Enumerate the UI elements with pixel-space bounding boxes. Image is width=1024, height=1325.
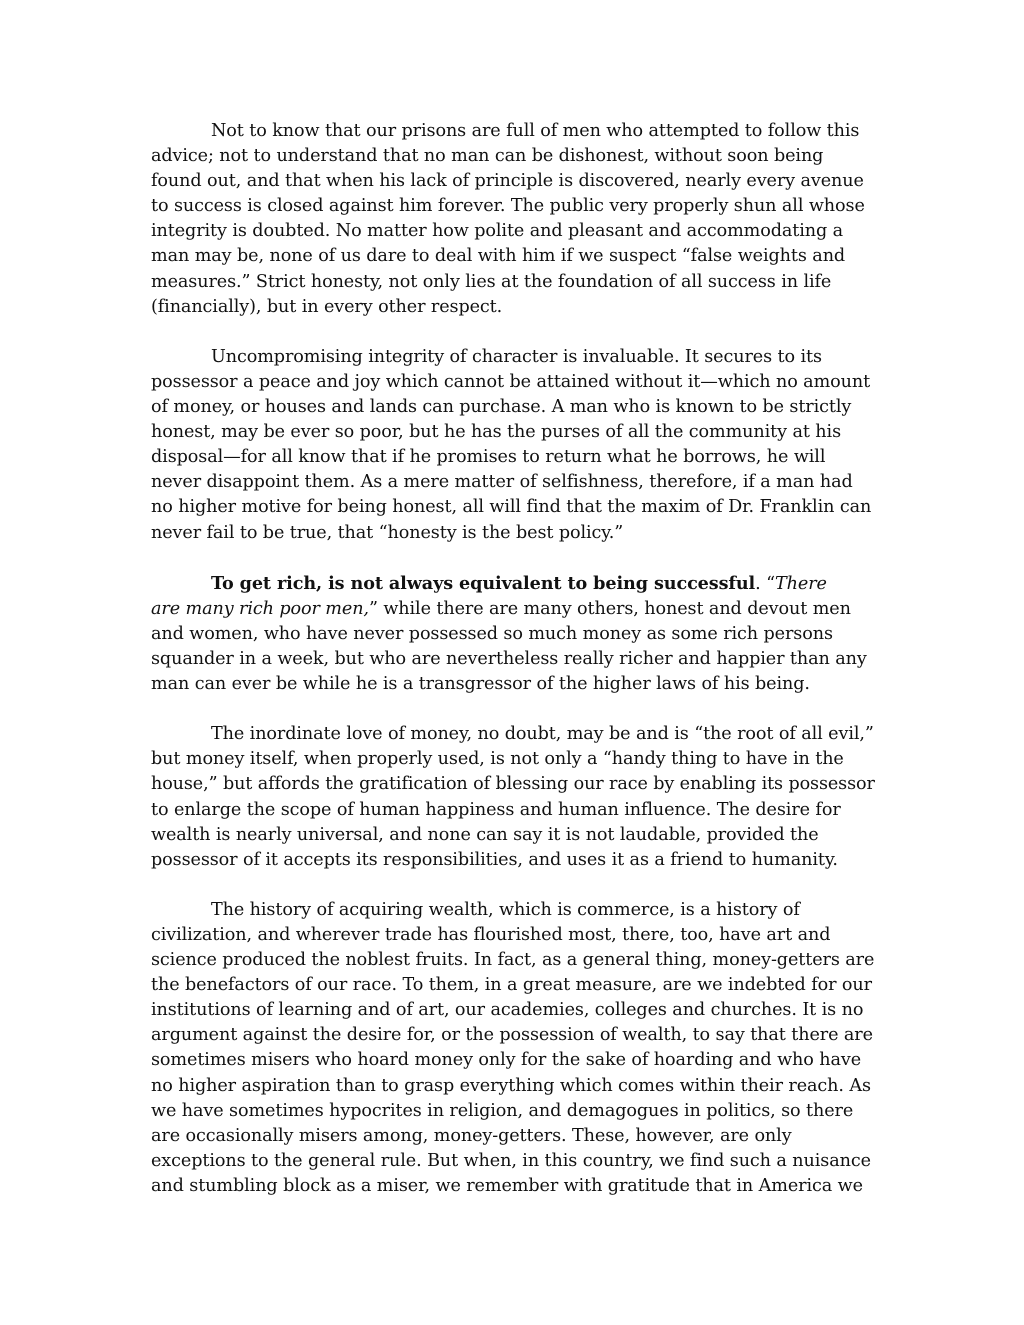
text-line: man can ever be while he is a transgressor of the higher laws of his being. [151,674,810,695]
text-line [151,571,875,597]
text-line: possessor a peace and joy which cannot be attained without it—which no amount [151,371,871,392]
text-line: sometimes misers who hoard money only for the sake of hoarding and who have [151,1050,862,1071]
text-line: to success is closed against him forever. The public very properly shun all whose [151,196,865,217]
text-line: no higher motive for being honest, all will find that the maxim of Dr. Franklin can [151,497,872,518]
text-line: but money itself, when properly used, is not only a “handy thing to have in the [151,749,844,770]
bold-heading-text: To get rich, is not always equivalent to being successful [211,572,756,594]
text-line: and women, who have never possessed so much money as some rich persons [151,623,833,644]
paragraph-history-of-wealth [151,898,875,1199]
text-line: never disappoint them. As a mere matter of selfishness, therefore, if a man had [151,472,853,493]
text-line: integrity is doubted. No matter how polite and pleasant and accommodating a [151,221,844,242]
text-line: institutions of learning and of art, our academies, colleges and churches. It is no [151,1000,864,1021]
italic-quote-text: There [775,573,827,594]
paragraph-love-of-money [151,722,875,873]
text-line: The history of acquiring wealth, which is commerce, is a history of [211,899,800,920]
text-line: advice; not to understand that no man can be dishonest, without soon being [151,146,824,167]
text-line: the benefactors of our race. To them, in a great measure, are we indebted for our [151,975,872,996]
text-line: never fail to be true, that “honesty is the best policy.” [151,522,624,543]
text-line: measures.” Strict honesty, not only lies at the foundation of all success in life [151,271,832,292]
text-line: found out, and that when his lack of principle is discovered, nearly every avenue [151,171,864,192]
text-line: disposal—for all know that if he promises to return what he borrows, he will [151,447,826,468]
punctuation-text: . “ [755,573,776,594]
text-line: honest, may be ever so poor, but he has the purses of all the community at his [151,422,841,443]
text-line: The inordinate love of money, no doubt, may be and is “the root of all evil,” [211,724,874,745]
text-line: argument against the desire for, or the possession of wealth, to say that there are [151,1025,873,1046]
paragraph-integrity [151,345,875,546]
text-line: wealth is nearly universal, and none can say it is not laudable, provided the [151,824,819,845]
text-line: are occasionally misers among, money-getters. These, however, are only [151,1125,792,1146]
text-line: (financially), but in every other respect. [151,296,503,317]
text-line: possessor of it accepts its responsibilities, and uses it as a friend to humanity. [151,849,838,870]
document-body [151,119,875,1224]
text-line: of money, or houses and lands can purchase. A man who is known to be strictly [151,397,852,418]
text-line: and stumbling block as a miser, we remember with gratitude that in America we [151,1175,863,1196]
text-line: we have sometimes hypocrites in religion, and demagogues in politics, so there [151,1100,854,1121]
text-line: squander in a week, but who are nevertheless really richer and happier than any [151,648,867,669]
text-line: house,” but affords the gratification of blessing our race by enabling its possessor [151,774,875,795]
text-line: Not to know that our prisons are full of men who attempted to follow this [211,121,860,141]
text-line: exceptions to the general rule. But when, in this country, we find such a nuisance [151,1150,871,1171]
text-line [151,597,875,622]
text-line: to enlarge the scope of human happiness and human influence. The desire for [151,799,841,820]
line-text: ” while there are many others, honest and devout men [368,598,851,619]
paragraph-rich-successful [151,571,875,697]
text-line: civilization, and wherever trade has flourished most, there, too, have art and [151,925,831,945]
text-line: science produced the noblest fruits. In fact, as a general thing, money-getters are [151,950,875,971]
italic-quote-text: are many rich poor men, [151,598,369,619]
text-line: man may be, none of us dare to deal with him if we suspect “false weights and [151,246,846,267]
paragraph-honesty-prisons [151,119,875,320]
text-line: no higher aspiration than to grasp everything which comes within their reach. As [151,1075,871,1096]
text-line: Uncompromising integrity of character is invaluable. It secures to its [211,346,822,367]
